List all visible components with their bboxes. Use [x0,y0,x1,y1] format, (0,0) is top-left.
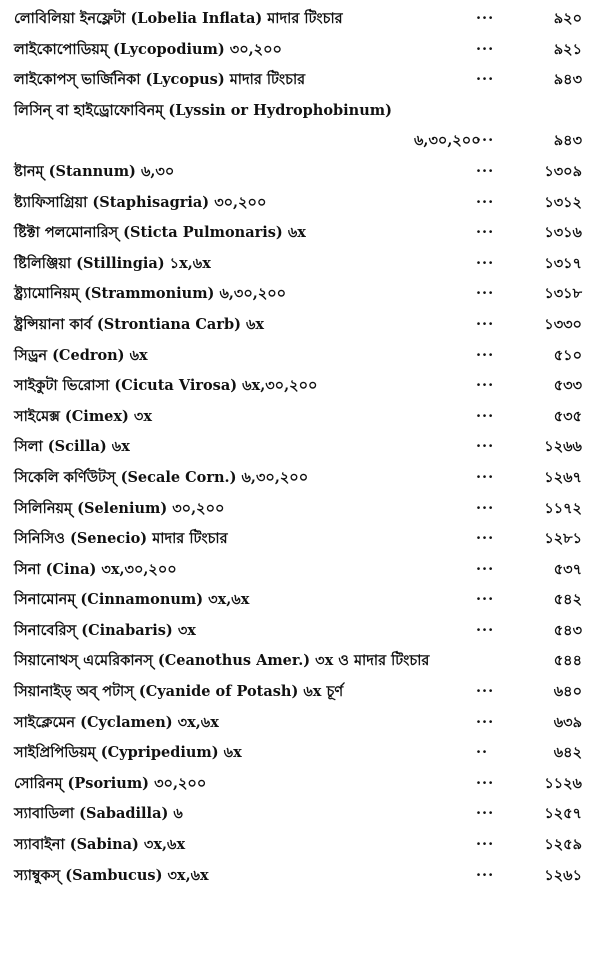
leader-dots: ··· [476,530,495,548]
page-number: ৫৩৩ [553,377,582,395]
leader-dots: ··· [476,591,495,609]
index-entry [14,432,586,463]
page-number: ৯২০ [553,10,582,27]
page-number: ১৩১৮ [544,285,582,303]
entry-name: ষ্টিক্টা পলমোনারিস্ (Sticta Pulmonaris) ৬x [14,224,306,242]
index-entry [14,188,586,219]
leader-dots: ··· [476,71,495,89]
entry-name: সিলা (Scilla) ৬x [14,438,130,456]
index-entry [14,371,586,402]
page-number: ৯৪৩ [553,132,582,150]
leader-dots: ··· [476,377,495,395]
index-entry [14,494,586,525]
leader-dots: ··· [476,774,495,792]
leader-dots: ··· [476,866,495,884]
leader-dots: ··· [476,621,495,639]
leader-dots: ··· [476,224,495,242]
leader-dots: ··· [476,10,495,27]
entry-name: ষ্টিলিঞ্জিয়া (Stillingia) ১x,৬x [14,254,211,272]
entry-name: ষ্ট্র্যামোনিয়ম্ (Strammonium) ৬,৩০,২০০ [14,285,287,303]
entry-name: ষ্ট্যাফিসাগ্রিয়া (Staphisagria) ৩০,২০০ [14,193,267,211]
leader-dots: ··· [476,713,495,731]
entry-name: সিনিসিও (Senecio) মাদার টিংচার [14,530,228,548]
page-number: ৫৩৫ [553,407,582,425]
entry-name: সিলিনিয়ম্ (Selenium) ৩০,২০০ [14,499,225,517]
index-entry [14,830,586,861]
index-entry [14,524,586,555]
page-number: ১২৫৭ [544,805,582,823]
entry-name: সাইক্লেমেন (Cyclamen) ৩x,৬x [14,713,219,731]
entry-name: ষ্ট্রন্সিয়ানা কার্ব (Strontiana Carb) ৬x [14,315,265,333]
index-entry [14,677,586,708]
index-entry [14,463,586,494]
index-entry [14,96,586,127]
index-entry [14,769,586,800]
leader-dots: ··· [476,285,495,303]
index-entry [14,218,586,249]
leader-dots: ··· [476,315,495,333]
index-entry [14,555,586,586]
index-entry [14,310,586,341]
page-number: ৬৪২ [553,744,582,762]
page-number: ৯৪৩ [553,71,582,89]
entry-name: সাইমেক্স (Cimex) ৩x [14,407,153,425]
index-entry [14,402,586,433]
entry-name: লিসিন্ বা হাইড্রোফোবিনম্ (Lyssin or Hydrophobinum) [14,101,392,119]
page-number: ১৩৩০ [544,315,582,333]
leader-dots: ··· [476,499,495,517]
materia-medica-index [14,4,586,891]
index-entry [14,65,586,96]
leader-dots: ··· [476,438,495,456]
entry-name: সাইকুটা ভিরোসা (Cicuta Virosa) ৬x,৩০,২০০ [14,377,318,395]
leader-dots: ··· [476,132,495,150]
entry-name: ষ্টানম্ (Stannum) ৬,৩০ [14,162,175,180]
entry-name: সিকেলি কর্ণিউটস্ (Secale Corn.) ৬,৩০,২০০ [14,468,309,486]
index-entry [14,708,586,739]
leader-dots: ··· [476,407,495,425]
entry-name: সিনা (Cina) ৩x,৩০,২০০ [14,560,177,578]
page-number: ১৩০৯ [544,162,582,180]
page-number: ৫১০ [553,346,582,364]
leader-dots: ··· [476,346,495,364]
page-number: ৫৪৪ [553,652,582,670]
entry-name: লাইকোপোডিয়ম্ (Lycopodium) ৩০,২০০ [14,40,282,58]
entry-name: সাইপ্রিপিডিয়ম্ (Cypripedium) ৬x [14,744,242,762]
index-entry [14,861,586,892]
entry-name: লোবিলিয়া ইনফ্লেটা (Lobelia Inflata) মাদার টিংচার [14,10,343,27]
index-entry [14,585,586,616]
entry-name: সিড্রন (Cedron) ৬x [14,346,148,364]
index-entry [14,249,586,280]
page-number: ১২৮১ [544,530,582,548]
entry-name: সোরিনম্ (Psorium) ৩০,২০০ [14,774,207,792]
leader-dots: ··· [476,40,495,58]
index-entry [14,35,586,66]
index-entry-continuation [14,126,586,157]
leader-dots: ··· [476,805,495,823]
entry-name: স্যাবাডিলা (Sabadilla) ৬ [14,805,183,823]
entry-name: সিনামোনম্ (Cinnamonum) ৩x,৬x [14,591,250,609]
index-entry [14,646,586,677]
entry-name: ৬,৩০,২০০ [414,132,481,150]
page-number: ৫৩৭ [553,560,582,578]
page-number: ১২৬১ [544,866,582,884]
leader-dots: ··· [476,560,495,578]
page-number: ১১৭২ [544,499,582,517]
entry-name: সিনাবেরিস্ (Cinabaris) ৩x [14,621,196,639]
leader-dots: ··· [476,193,495,211]
index-entry [14,341,586,372]
entry-name: স্যাম্বুকস্ (Sambucus) ৩x,৬x [14,866,209,884]
leader-dots: ··· [476,162,495,180]
entry-name: সিয়ানাইড্ অব্ পটাস্ (Cyanide of Potash) ৬x চূর্ণ [14,683,344,701]
index-entry [14,799,586,830]
page-number: ১৩১৬ [544,224,582,242]
page-number: ৫৪২ [553,591,582,609]
page-number: ১২৬৬ [544,438,582,456]
leader-dots: ··· [476,468,495,486]
page-number: ৯২১ [553,40,582,58]
index-entry [14,4,586,35]
entry-name: স্যাবাইনা (Sabina) ৩x,৬x [14,836,186,854]
leader-dots: ··· [476,254,495,272]
leader-dots: ··· [476,683,495,701]
page-number: ১২৫৯ [544,836,582,854]
page-number: ১১২৬ [544,774,582,792]
page-number: ৫৪৩ [553,621,582,639]
index-entry [14,738,586,769]
page-number: ৬৪০ [553,683,582,701]
page-number: ১৩১২ [544,193,582,211]
page-number: ১২৬৭ [544,468,582,486]
entry-name: সিয়ানোথস্ এমেরিকানস্ (Ceanothus Amer.) ৩x ও মাদার টিংচার [14,652,430,670]
index-entry [14,616,586,647]
index-entry [14,279,586,310]
page-number: ১৩১৭ [544,254,582,272]
entry-name: লাইকোপস্ ভার্জিনিকা (Lycopus) মাদার টিংচার [14,71,306,89]
page-number: ৬৩৯ [553,713,582,731]
index-entry [14,157,586,188]
leader-dots: ·· [476,744,489,762]
leader-dots: ··· [476,836,495,854]
